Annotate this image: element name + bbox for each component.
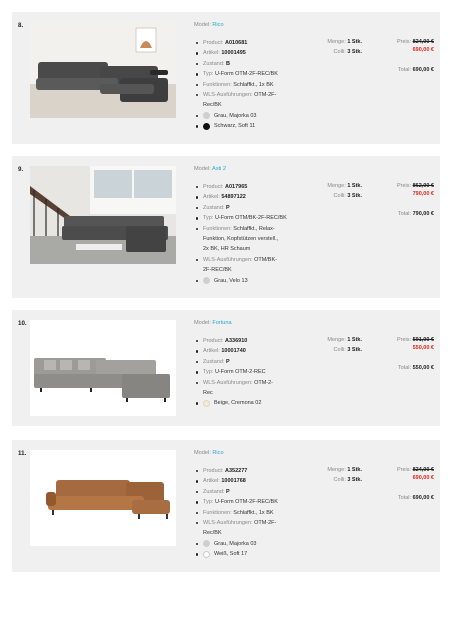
menge-row: Menge: 1 Stk. [327,183,362,189]
sale-price: 550,00 € [412,345,434,351]
colli-row: Colli: 3 Stk. [333,477,362,484]
color-option: Weiß, Soft 17 [196,549,308,559]
attr-zustand: Zustand: B [196,59,308,69]
menge-row: Menge: 1 Stk. [327,467,362,473]
model-label: Model: Asti 2 [194,166,227,172]
colli-row: Colli: 3 Stk. [333,193,362,200]
product-card [12,156,440,298]
quantity-block [310,335,362,356]
model-label: Model: Rico [194,450,224,456]
attr-typ: Typ: U-Form OTM-2F-REC/BK [196,69,308,79]
item-number: 8. [18,22,24,29]
attr-funktionen: Funktionen: Schlaffkt., Relax- Funktion, Kopfstützen verstell., 2x BK, HR Schaum [196,224,308,255]
attr-typ: Typ: U-Form OTM-2F-REC/BK [196,497,308,507]
product-photo [30,320,176,416]
attr-wls: WLS-Ausführungen: OTM-2F- Rec/BK [196,90,308,111]
attr-wls: WLS-Ausführungen: OTM-2- Rec [196,378,308,399]
sale-price: 690,00 € [412,475,434,481]
attr-zustand: Zustand: P [196,487,308,497]
price-block [364,336,434,372]
model-label: Model: Fortuna [194,320,232,326]
color-swatch [203,277,210,284]
color-swatch [203,551,210,558]
price-row: Preis: 862,00 € [396,183,434,189]
quantity-block [310,181,362,202]
model-label: Model: Rico [194,22,224,28]
sale-price: 690,00 € [412,47,434,53]
product-photo [30,450,176,546]
color-swatch [203,540,210,547]
old-price: 824,00 € [412,467,434,473]
model-name: Rico [212,450,224,456]
attr-product: Product: A336910 [196,336,308,346]
attr-typ: Typ: U-Form OTM-2-REC [196,367,308,377]
quantity-block [310,37,362,58]
price-block [364,182,434,218]
color-option: Beige, Cremona 02 [196,398,308,408]
total-row: Total: 690,00 € [397,67,434,73]
model-name: Asti 2 [212,166,227,172]
attribute-list [196,182,308,286]
attr-product: Product: A010681 [196,38,308,48]
attr-wls: WLS-Ausführungen: OTM-2F- Rec/BK [196,518,308,539]
color-option: Grau, Majorka 03 [196,539,308,549]
attr-artikel: Artikel: 54897122 [196,192,308,202]
total-row: Total: 550,00 € [397,365,434,371]
attr-wls: WLS-Ausführungen: OTM/BK- 2F-REC/BK [196,255,308,276]
color-swatch [203,112,210,119]
product-photo [30,22,176,118]
item-number: 9. [18,166,24,173]
attr-artikel: Artikel: 10001768 [196,476,308,486]
attr-zustand: Zustand: P [196,357,308,367]
attr-typ: Typ: U-Form OTM/BK-2F-REC/BK [196,213,308,223]
model-name: Fortuna [212,320,232,326]
attr-funktionen: Funktionen: Schlaffkt., 1x BK [196,80,308,90]
total-row: Total: 790,00 € [397,211,434,217]
quantity-block [310,465,362,486]
product-photo [30,166,176,264]
color-swatch [203,123,210,130]
attr-funktionen: Funktionen: Schlaffkt., 1x BK [196,508,308,518]
old-price: 824,00 € [412,39,434,45]
item-number: 10. [18,320,27,327]
price-block [364,466,434,502]
attribute-list [196,336,308,409]
colli-row: Colli: 3 Stk. [333,49,362,56]
price-block [364,38,434,74]
total-row: Total: 690,00 € [397,495,434,501]
attr-product: Product: A352277 [196,466,308,476]
colli-row: Colli: 3 Stk. [333,347,362,354]
menge-row: Menge: 1 Stk. [327,39,362,45]
product-card [12,440,440,572]
color-option: Grau, Velo 13 [196,276,308,286]
old-price: 862,00 € [412,183,434,189]
attr-product: Product: A017965 [196,182,308,192]
price-row: Preis: 824,00 € [396,467,434,473]
color-option: Schwarz, Soft 11 [196,121,308,131]
product-card [12,12,440,144]
item-number: 11. [18,450,27,457]
attr-artikel: Artikel: 10001740 [196,346,308,356]
price-row: Preis: 591,00 € [396,337,434,343]
price-row: Preis: 824,00 € [396,39,434,45]
menge-row: Menge: 1 Stk. [327,337,362,343]
attribute-list [196,38,308,132]
attribute-list [196,466,308,560]
old-price: 591,00 € [412,337,434,343]
product-card [12,310,440,426]
attr-zustand: Zustand: P [196,203,308,213]
model-name: Rico [212,22,224,28]
sale-price: 790,00 € [412,191,434,197]
color-swatch [203,400,210,407]
attr-artikel: Artikel: 10001495 [196,48,308,58]
color-option: Grau, Majorka 03 [196,111,308,121]
